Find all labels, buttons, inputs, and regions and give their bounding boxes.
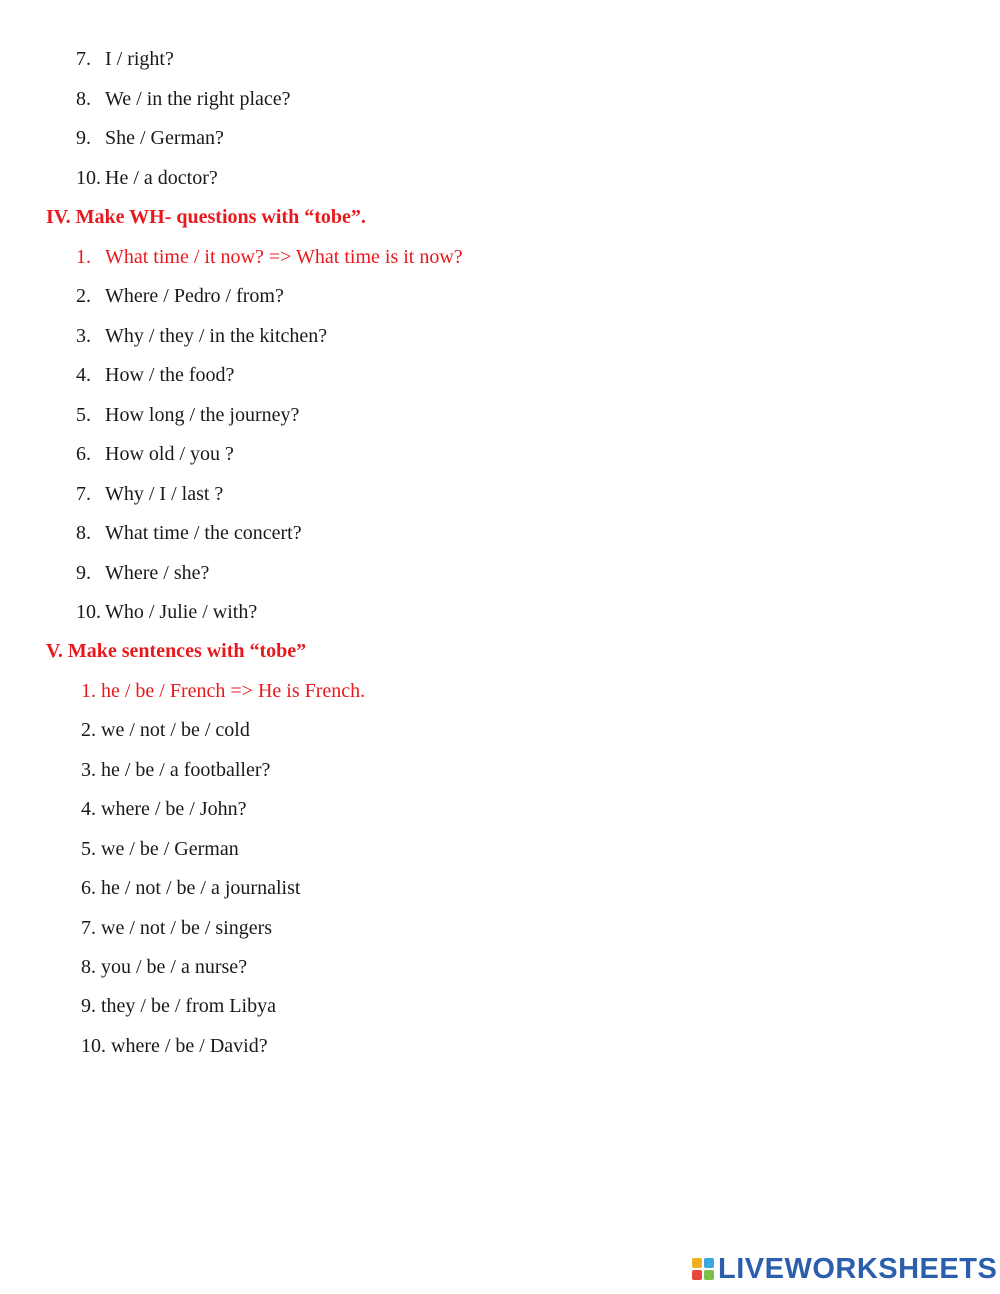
item-number: 3. <box>76 325 91 347</box>
list-item: 6. he / not / be / a journalist <box>81 877 301 899</box>
item-text: Why / they / in the kitchen? <box>105 325 328 347</box>
logo-blocks-icon <box>692 1258 714 1280</box>
item-number: 7. <box>76 48 91 70</box>
list-item: 2. we / not / be / cold <box>81 719 250 741</box>
list-item: 8. you / be / a nurse? <box>81 956 248 978</box>
logo-block <box>692 1270 702 1280</box>
item-number: 7. <box>76 483 91 505</box>
section-heading: IV. Make WH- questions with “tobe”. <box>46 206 366 228</box>
item-text: What time / the concert? <box>105 522 302 544</box>
item-number: 5. <box>76 404 91 426</box>
item-text: She / German? <box>105 127 224 149</box>
logo-text: LIVEWORKSHEETS <box>718 1252 998 1285</box>
list-item: 4. where / be / John? <box>81 798 247 820</box>
item-number: 9. <box>76 562 91 584</box>
example-item: 1. he / be / French => He is French. <box>81 680 366 702</box>
item-text: Where / Pedro / from? <box>105 285 284 307</box>
liveworksheets-logo <box>692 1252 997 1286</box>
item-text: Where / she? <box>105 562 210 584</box>
item-text: We / in the right place? <box>105 88 291 110</box>
logo-block <box>704 1270 714 1280</box>
item-text: How old / you ? <box>105 443 234 465</box>
item-text: What time / it now? => What time is it now? <box>105 246 463 268</box>
item-number: 6. <box>76 443 91 465</box>
item-number: 8. <box>76 522 91 544</box>
item-text: How long / the journey? <box>105 404 300 426</box>
item-text: I / right? <box>105 48 174 70</box>
item-number: 2. <box>76 285 91 307</box>
item-text: How / the food? <box>105 364 235 386</box>
item-number: 10. <box>76 601 101 623</box>
item-text: Who / Julie / with? <box>105 601 258 623</box>
item-text: Why / I / last ? <box>105 483 224 505</box>
logo-block <box>704 1258 714 1268</box>
item-text: He / a doctor? <box>105 167 218 189</box>
list-item: 5. we / be / German <box>81 838 239 860</box>
list-item: 10. where / be / David? <box>81 1035 268 1057</box>
item-number: 4. <box>76 364 91 386</box>
item-number: 9. <box>76 127 91 149</box>
section-heading: V. Make sentences with “tobe” <box>46 640 307 662</box>
list-item: 7. we / not / be / singers <box>81 917 273 939</box>
item-number: 1. <box>76 246 91 268</box>
logo-block <box>692 1258 702 1268</box>
item-number: 8. <box>76 88 91 110</box>
item-number: 10. <box>76 167 101 189</box>
list-item: 3. he / be / a footballer? <box>81 759 271 781</box>
list-item: 9. they / be / from Libya <box>81 995 276 1017</box>
